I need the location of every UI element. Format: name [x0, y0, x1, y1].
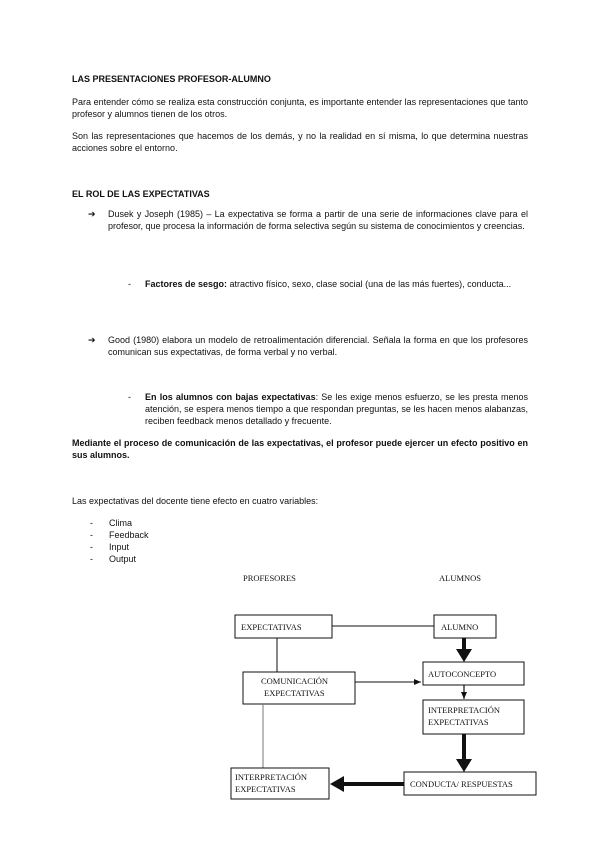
box-interpretacion-alumno-label-2: EXPECTATIVAS [428, 717, 489, 727]
list-item: Output [109, 554, 137, 564]
bullet-good-1980: Good (1980) elabora un modelo de retroalimentación diferencial. Señala la forma en que los profesores comunican sus expectativas, de forma verbal y no verbal. [108, 335, 528, 357]
box-expectativas-label: EXPECTATIVAS [241, 622, 302, 632]
list-item: Clima [109, 518, 133, 528]
list-item: Input [109, 542, 130, 552]
box-interpretacion-profesor-label-2: EXPECTATIVAS [235, 784, 296, 794]
list-item-marker: - [90, 554, 93, 564]
list-item-marker: - [90, 530, 93, 540]
arrow-bullet-icon: ➔ [88, 335, 96, 345]
variables-intro: Las expectativas del docente tiene efecto en cuatro variables: [72, 496, 319, 506]
diagram-column-profesores: PROFESORES [243, 573, 296, 583]
paragraph-construccion: Para entender cómo se realiza esta construcción conjunta, es importante entender las representaciones que tanto profesor y alumnos tienen de los otros. [72, 97, 528, 119]
list-item-marker: - [90, 542, 93, 552]
list-item: Feedback [109, 530, 149, 540]
box-alumno-label: ALUMNO [441, 622, 479, 632]
arrow-head [456, 649, 472, 662]
box-comunicacion-label-2: EXPECTATIVAS [264, 688, 325, 698]
list-item-marker: - [90, 518, 93, 528]
box-interpretacion-profesor-label-1: INTERPRETACIÓN [235, 772, 308, 782]
bullet-dusek-joseph: Dusek y Joseph (1985) – La expectativa se forma a partir de una serie de informaciones clave para el profesor, que procesa la información de forma selectiva según su sistema de conocimientos y creencias. [108, 209, 528, 231]
conclusion-paragraph: Mediante el proceso de comunicación de las expectativas, el profesor puede ejercer un efecto positivo en sus alumnos. [72, 438, 528, 460]
section-heading-rol-expectativas: EL ROL DE LAS EXPECTATIVAS [72, 189, 210, 199]
diagram-column-alumnos: ALUMNOS [439, 573, 482, 583]
sub-bullet-text: atractivo físico, sexo, clase social (una de las más fuertes), conducta... [227, 279, 512, 289]
dash-bullet-marker: - [128, 392, 131, 402]
dash-bullet-marker: - [128, 279, 131, 289]
sub-bullet-label: Factores de sesgo: [145, 279, 228, 289]
box-comunicacion-label-1: COMUNICACIÓN [261, 676, 329, 686]
section-heading-presentaciones: LAS PRESENTACIONES PROFESOR-ALUMNO [72, 74, 271, 84]
paragraph-representaciones: Son las representaciones que hacemos de los demás, y no la realidad en sí misma, lo que determina nuestras acciones sobre el entorno. [72, 131, 528, 153]
arrow-head [330, 776, 344, 792]
box-autoconcepto-label: AUTOCONCEPTO [428, 669, 497, 679]
arrow-head [456, 759, 472, 772]
arrow-bullet-icon: ➔ [88, 209, 96, 219]
box-conducta-respuestas-label: CONDUCTA/ RESPUESTAS [410, 779, 513, 789]
sub-bullet-text: : Se les exige menos esfuerzo, se les presta menos atención, se espera menos tiempo a que respondan preguntas, se les hacen menos alabanzas, reciben feedback menos detallado y frecuente. [145, 392, 528, 426]
box-interpretacion-alumno-label-1: INTERPRETACIÓN [428, 705, 501, 715]
sub-bullet-label: En los alumnos con bajas expectativas [145, 392, 316, 402]
